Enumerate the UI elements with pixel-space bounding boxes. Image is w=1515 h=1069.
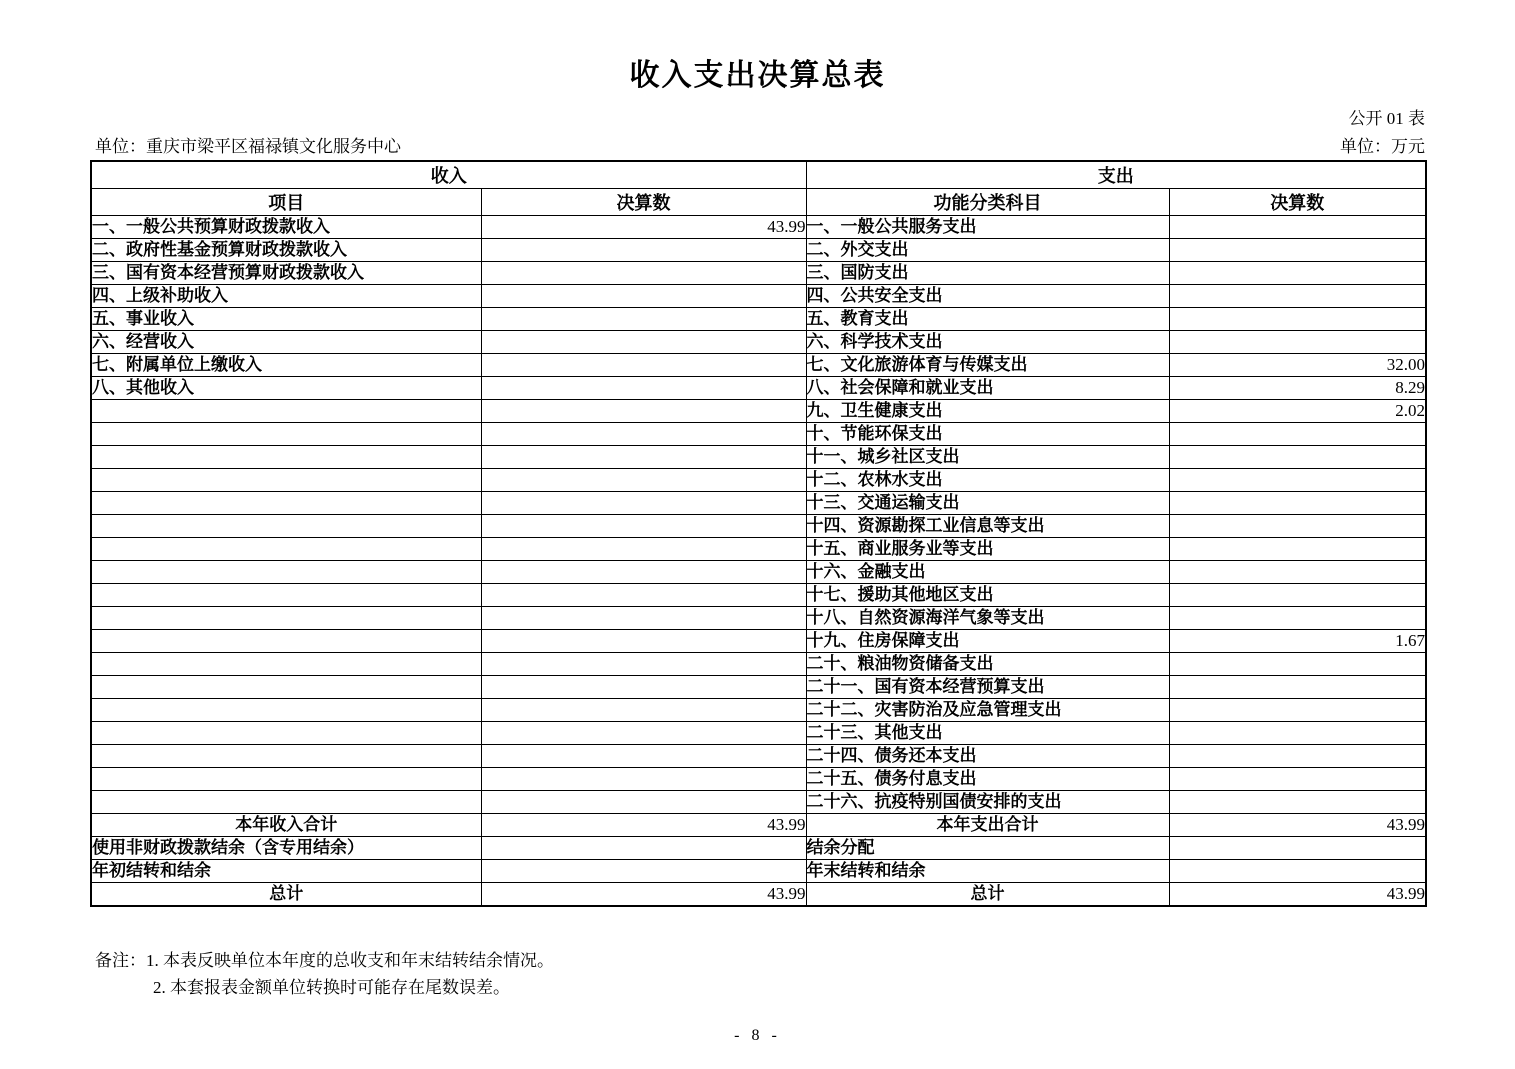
- expense-item-cell: 八、社会保障和就业支出: [806, 377, 1169, 400]
- income-value-cell: [481, 699, 806, 722]
- income-value-cell: [481, 768, 806, 791]
- income-item-cell: 三、国有资本经营预算财政拨款收入: [91, 262, 481, 285]
- expense-value-cell: [1169, 699, 1426, 722]
- unit-name-label: 单位：重庆市梁平区福禄镇文化服务中心: [95, 137, 401, 156]
- notes: [95, 947, 1515, 1001]
- expense-value-cell: [1169, 653, 1426, 676]
- income-value-cell: [481, 354, 806, 377]
- table-row: [91, 837, 1426, 860]
- income-value-cell: [481, 630, 806, 653]
- expense-item-cell: 四、公共安全支出: [806, 285, 1169, 308]
- income-value-cell: [481, 308, 806, 331]
- expense-item-cell: 五、教育支出: [806, 308, 1169, 331]
- expense-item-cell: 九、卫生健康支出: [806, 400, 1169, 423]
- income-value-cell: [481, 285, 806, 308]
- table-head: [91, 161, 1426, 216]
- expense-value-cell: 8.29: [1169, 377, 1426, 400]
- expense-item-cell: 三、国防支出: [806, 262, 1169, 285]
- expense-value-cell: 43.99: [1169, 883, 1426, 907]
- table-body: [91, 216, 1426, 907]
- table-row: [91, 216, 1426, 239]
- expense-item-cell: 二十六、抗疫特别国债安排的支出: [806, 791, 1169, 814]
- income-item-cell: [91, 469, 481, 492]
- expense-item-cell: 十四、资源勘探工业信息等支出: [806, 515, 1169, 538]
- expense-item-cell: 二、外交支出: [806, 239, 1169, 262]
- expense-item-cell: 本年支出合计: [806, 814, 1169, 837]
- income-item-cell: 六、经营收入: [91, 331, 481, 354]
- income-item-cell: [91, 607, 481, 630]
- income-item-cell: [91, 423, 481, 446]
- meta-row: [95, 132, 1425, 157]
- table-row: [91, 768, 1426, 791]
- income-value-cell: [481, 492, 806, 515]
- table-row: [91, 423, 1426, 446]
- income-value-cell: [481, 515, 806, 538]
- income-value-cell: [481, 538, 806, 561]
- expense-item-cell: 二十一、国有资本经营预算支出: [806, 676, 1169, 699]
- income-item-cell: [91, 492, 481, 515]
- income-item-cell: [91, 699, 481, 722]
- table-row: [91, 285, 1426, 308]
- income-value-cell: [481, 446, 806, 469]
- table-row: [91, 630, 1426, 653]
- expense-value-cell: [1169, 239, 1426, 262]
- expense-value-cell: [1169, 722, 1426, 745]
- table-row: [91, 377, 1426, 400]
- income-value-cell: [481, 584, 806, 607]
- expense-item-cell: 二十、粮油物资储备支出: [806, 653, 1169, 676]
- expense-item-cell: 二十五、债务付息支出: [806, 768, 1169, 791]
- income-item-cell: [91, 400, 481, 423]
- expense-value-cell: [1169, 469, 1426, 492]
- income-value-cell: [481, 561, 806, 584]
- income-value-cell: [481, 837, 806, 860]
- income-item-cell: [91, 768, 481, 791]
- expense-item-cell: 十六、金融支出: [806, 561, 1169, 584]
- expense-item-cell: 总计: [806, 883, 1169, 907]
- budget-summary-table: [90, 160, 1427, 907]
- table-row: [91, 607, 1426, 630]
- income-item-cell: 四、上级补助收入: [91, 285, 481, 308]
- expense-item-cell: 十三、交通运输支出: [806, 492, 1169, 515]
- column-header-row: [91, 189, 1426, 216]
- table-row: [91, 400, 1426, 423]
- income-value-cell: [481, 239, 806, 262]
- expense-item-cell: 一、一般公共服务支出: [806, 216, 1169, 239]
- table-row: [91, 699, 1426, 722]
- income-item-cell: [91, 630, 481, 653]
- table-row: [91, 722, 1426, 745]
- page-title: 收入支出决算总表: [629, 59, 886, 92]
- table-row: [91, 262, 1426, 285]
- income-item-cell: [91, 676, 481, 699]
- income-value-cell: [481, 653, 806, 676]
- expense-section-header: 支出: [806, 161, 1426, 189]
- income-item-cell: 总计: [91, 883, 481, 907]
- notes-prefix: 备注：: [95, 951, 146, 970]
- income-item-cell: [91, 791, 481, 814]
- table-row: [91, 814, 1426, 837]
- expense-value-cell: [1169, 607, 1426, 630]
- income-value-cell: [481, 607, 806, 630]
- expense-item-cell: 二十四、债务还本支出: [806, 745, 1169, 768]
- table-row: [91, 860, 1426, 883]
- expense-value-cell: [1169, 561, 1426, 584]
- table-row: [91, 584, 1426, 607]
- income-item-cell: 五、事业收入: [91, 308, 481, 331]
- table-row: [91, 469, 1426, 492]
- table-row: [91, 492, 1426, 515]
- income-item-header: 项目: [91, 189, 481, 216]
- income-value-cell: [481, 745, 806, 768]
- expense-item-cell: 十、节能环保支出: [806, 423, 1169, 446]
- expense-item-cell: 十二、农林水支出: [806, 469, 1169, 492]
- income-item-cell: [91, 538, 481, 561]
- table-row: [91, 239, 1426, 262]
- income-item-cell: 二、政府性基金预算财政拨款收入: [91, 239, 481, 262]
- expense-item-cell: 二十二、灾害防治及应急管理支出: [806, 699, 1169, 722]
- table-row: [91, 538, 1426, 561]
- income-item-cell: 本年收入合计: [91, 814, 481, 837]
- income-item-cell: [91, 722, 481, 745]
- income-item-cell: [91, 446, 481, 469]
- expense-value-header: 决算数: [1169, 189, 1426, 216]
- income-value-cell: [481, 377, 806, 400]
- table-row: [91, 745, 1426, 768]
- expense-value-cell: 32.00: [1169, 354, 1426, 377]
- note-line-2: 2. 本套报表金额单位转换时可能存在尾数误差。: [153, 978, 510, 997]
- expense-item-cell: 年末结转和结余: [806, 860, 1169, 883]
- expense-item-cell: 结余分配: [806, 837, 1169, 860]
- expense-value-cell: 2.02: [1169, 400, 1426, 423]
- income-value-cell: [481, 423, 806, 446]
- doc-code-label: 公开 01 表: [1348, 109, 1425, 128]
- unit-measure-label: 单位：万元: [1340, 137, 1425, 156]
- expense-item-header: 功能分类科目: [806, 189, 1169, 216]
- section-header-row: [91, 161, 1426, 189]
- income-section-header: 收入: [91, 161, 806, 189]
- income-item-cell: [91, 561, 481, 584]
- income-value-cell: [481, 262, 806, 285]
- expense-item-cell: 十八、自然资源海洋气象等支出: [806, 607, 1169, 630]
- expense-value-cell: 43.99: [1169, 814, 1426, 837]
- expense-value-cell: [1169, 446, 1426, 469]
- expense-value-cell: [1169, 515, 1426, 538]
- expense-value-cell: [1169, 676, 1426, 699]
- income-item-cell: 八、其他收入: [91, 377, 481, 400]
- table-row: [91, 791, 1426, 814]
- income-item-cell: 一、一般公共预算财政拨款收入: [91, 216, 481, 239]
- expense-item-cell: 十五、商业服务业等支出: [806, 538, 1169, 561]
- income-item-cell: [91, 653, 481, 676]
- income-value-cell: [481, 469, 806, 492]
- income-item-cell: [91, 515, 481, 538]
- page-number: - 8 -: [734, 1027, 781, 1044]
- expense-value-cell: [1169, 584, 1426, 607]
- expense-item-cell: 十九、住房保障支出: [806, 630, 1169, 653]
- expense-value-cell: [1169, 538, 1426, 561]
- table-row: [91, 354, 1426, 377]
- expense-value-cell: [1169, 216, 1426, 239]
- income-value-header: 决算数: [481, 189, 806, 216]
- income-item-cell: 七、附属单位上缴收入: [91, 354, 481, 377]
- table-row: [91, 653, 1426, 676]
- income-item-cell: [91, 584, 481, 607]
- income-value-cell: 43.99: [481, 883, 806, 907]
- expense-value-cell: [1169, 745, 1426, 768]
- expense-item-cell: 十一、城乡社区支出: [806, 446, 1169, 469]
- expense-value-cell: [1169, 308, 1426, 331]
- expense-value-cell: [1169, 860, 1426, 883]
- expense-value-cell: [1169, 492, 1426, 515]
- expense-value-cell: [1169, 768, 1426, 791]
- note-line-1: [95, 947, 1515, 974]
- expense-value-cell: [1169, 837, 1426, 860]
- income-value-cell: 43.99: [481, 216, 806, 239]
- income-item-cell: 使用非财政拨款结余（含专用结余）: [91, 837, 481, 860]
- expense-item-cell: 二十三、其他支出: [806, 722, 1169, 745]
- table-row: [91, 446, 1426, 469]
- expense-value-cell: [1169, 262, 1426, 285]
- expense-item-cell: 十七、援助其他地区支出: [806, 584, 1169, 607]
- expense-value-cell: [1169, 423, 1426, 446]
- expense-value-cell: 1.67: [1169, 630, 1426, 653]
- income-value-cell: [481, 791, 806, 814]
- income-value-cell: [481, 722, 806, 745]
- expense-value-cell: [1169, 791, 1426, 814]
- expense-item-cell: 七、文化旅游体育与传媒支出: [806, 354, 1169, 377]
- table-row: [91, 676, 1426, 699]
- table-row: [91, 515, 1426, 538]
- expense-value-cell: [1169, 285, 1426, 308]
- income-value-cell: [481, 860, 806, 883]
- table-row: [91, 883, 1426, 907]
- expense-value-cell: [1169, 331, 1426, 354]
- income-item-cell: 年初结转和结余: [91, 860, 481, 883]
- income-value-cell: [481, 331, 806, 354]
- table-row: [91, 331, 1426, 354]
- income-value-cell: 43.99: [481, 814, 806, 837]
- income-value-cell: [481, 400, 806, 423]
- note-1-text: 1. 本表反映单位本年度的总收支和年末结转结余情况。: [146, 951, 554, 970]
- income-item-cell: [91, 745, 481, 768]
- table-row: [91, 561, 1426, 584]
- income-value-cell: [481, 676, 806, 699]
- table-row: [91, 308, 1426, 331]
- expense-item-cell: 六、科学技术支出: [806, 331, 1169, 354]
